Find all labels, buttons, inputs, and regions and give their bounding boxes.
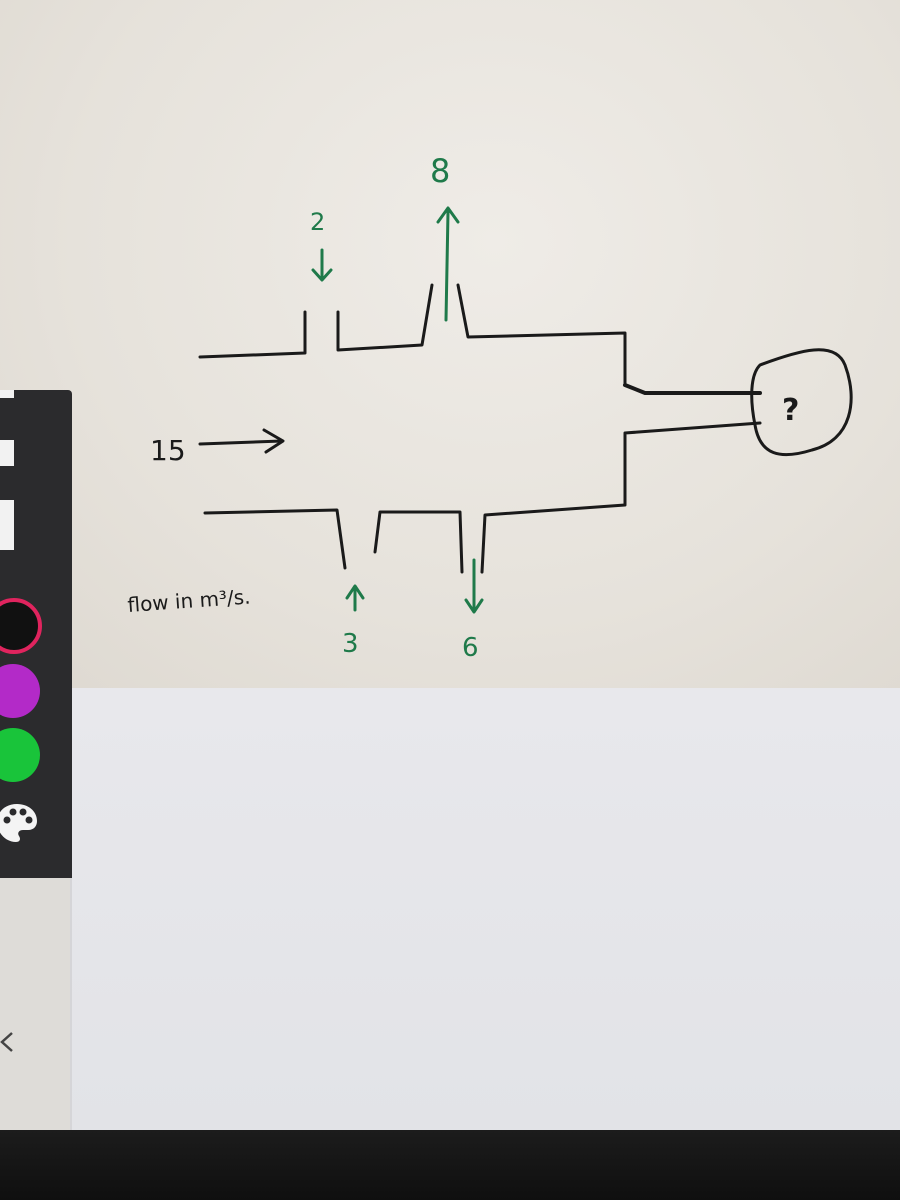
toolbar-tool-tab[interactable]: [0, 440, 14, 466]
monitor-bezel: [0, 1130, 900, 1200]
chevron-left-icon[interactable]: [0, 1030, 16, 1054]
top-right-flow-label: 8: [430, 152, 451, 190]
toolbar-edge: [0, 390, 14, 398]
blank-canvas-area[interactable]: [70, 688, 900, 1130]
units-note: flow in m³/s.: [126, 584, 252, 617]
top-left-flow-label: 2: [310, 208, 326, 236]
toolbar-tool-tab[interactable]: [0, 500, 14, 550]
unknown-flow-label: ?: [782, 393, 800, 428]
bottom-right-flow-label: 6: [462, 633, 479, 663]
palette-icon[interactable]: [0, 800, 40, 846]
pipe-outline: [200, 285, 851, 572]
flow-arrows: [313, 208, 482, 612]
bottom-left-flow-label: 3: [342, 629, 359, 659]
inlet-flow-label: 15: [150, 434, 186, 467]
